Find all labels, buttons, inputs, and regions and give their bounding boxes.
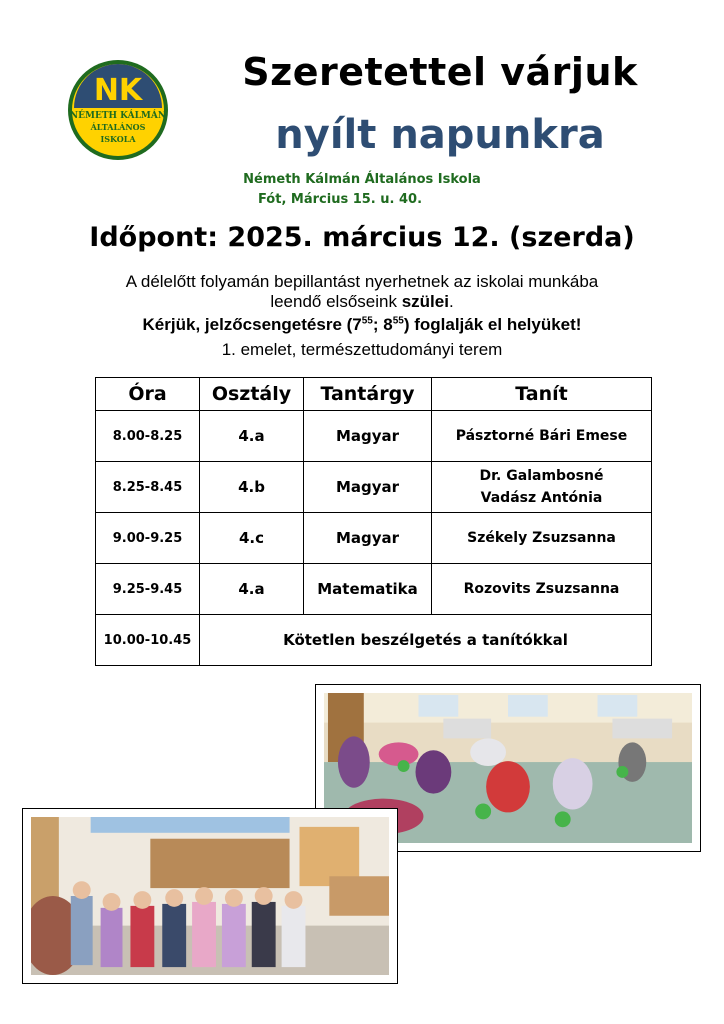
row-teacher-line1: Székely Zsuzsanna (467, 530, 616, 546)
table-row-last (96, 615, 652, 666)
schedule-table (95, 377, 652, 666)
row-class: 4.b (200, 462, 304, 513)
title-line2: nyílt napunkra (275, 112, 605, 158)
row-class: 4.c (200, 513, 304, 564)
row-teacher (432, 411, 652, 462)
row-subject: Magyar (304, 513, 432, 564)
logo-letters: NK (93, 73, 143, 108)
logo-line2: ÁLTALÁNOS (90, 122, 146, 132)
row-class: 4.a (200, 411, 304, 462)
info-line1: A délelőtt folyamán bepillantást nyerhetnek az iskolai munkába (125, 272, 599, 291)
row-time: 8.25-8.45 (96, 462, 200, 513)
row-teacher-line1: Rozovits Zsuzsanna (463, 581, 620, 597)
school-logo (66, 58, 170, 162)
info-line3-post: ) foglalják el helyüket! (403, 315, 582, 334)
row-time: 9.25-9.45 (96, 564, 200, 615)
header-ora: Óra (96, 378, 200, 411)
logo-line1: NÉMETH KÁLMÁN (69, 111, 167, 121)
row-subject: Matematika (304, 564, 432, 615)
header-tantargy: Tantárgy (304, 378, 432, 411)
row-teacher (432, 513, 652, 564)
event-datetime: Időpont: 2025. március 12. (szerda) (89, 222, 635, 253)
row-subject: Magyar (304, 411, 432, 462)
row-time: 10.00-10.45 (96, 615, 200, 666)
row-time: 8.00-8.25 (96, 411, 200, 462)
row-class: 4.a (200, 564, 304, 615)
info-line3 (30, 315, 694, 335)
photo-classroom (22, 808, 398, 984)
school-name: Németh Kálmán Általános Iskola (243, 172, 481, 187)
info-line2-bold: szülei (401, 292, 449, 311)
row-teacher (432, 462, 652, 513)
logo-line3: ISKOLA (100, 134, 136, 144)
table-header-row (96, 378, 652, 411)
info-line3-sup1: 55 (361, 315, 373, 327)
school-address: Fót, Március 15. u. 40. (257, 192, 423, 207)
info-line2-pre: leendő elsőseink (270, 292, 402, 311)
info-line3-sup2: 55 (392, 315, 404, 327)
info-line3-pre: Kérjük, jelzőcsengetésre (7 (142, 315, 362, 334)
table-row (96, 462, 652, 513)
row-teacher-line1: Pásztorné Bári Emese (455, 428, 628, 444)
row-time: 9.00-9.25 (96, 513, 200, 564)
row-free-talk: Kötetlen beszélgetés a tanítókkal (200, 615, 652, 666)
table-row (96, 564, 652, 615)
info-line3-mid: ; 8 (372, 315, 393, 334)
row-teacher (432, 564, 652, 615)
row-teacher-line2: Vadász Antónia (480, 490, 603, 506)
row-teacher-line1: Dr. Galambosné (479, 468, 604, 484)
header-osztaly: Osztály (200, 378, 304, 411)
header-tanit: Tanít (432, 378, 652, 411)
info-line2-post: . (448, 292, 454, 311)
info-line2 (30, 292, 694, 312)
title-line1: Szeretettel várjuk (242, 50, 638, 94)
table-row (96, 513, 652, 564)
row-subject: Magyar (304, 462, 432, 513)
school-logo-icon (66, 58, 170, 162)
children-classroom-photo-icon (31, 817, 389, 975)
info-line4: 1. emelet, természettudományi terem (221, 340, 503, 359)
table-row (96, 411, 652, 462)
